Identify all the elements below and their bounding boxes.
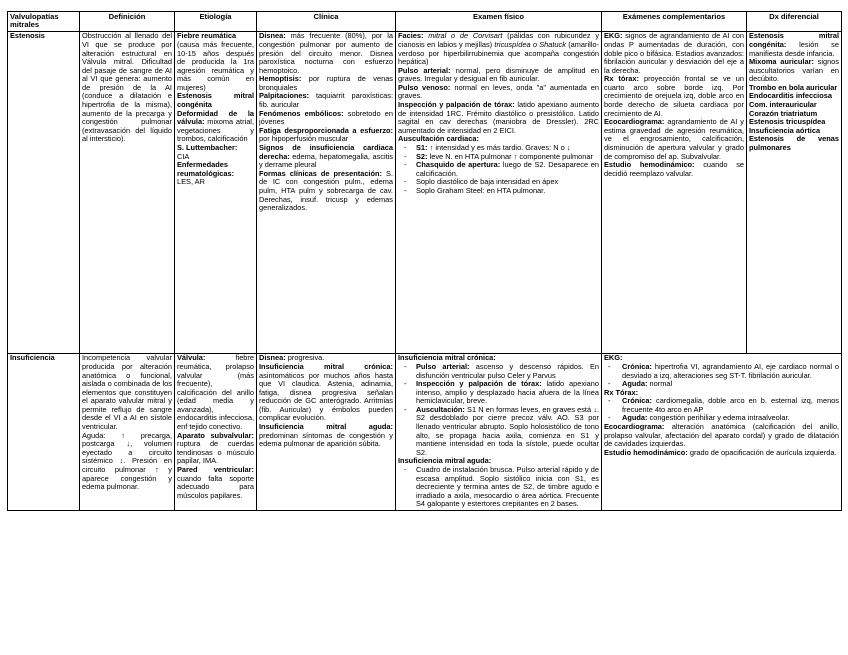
row-label-estenosis: Estenosis <box>8 31 80 353</box>
header-complementarios: Exámenes complementarios <box>602 12 747 32</box>
insuficiencia-complementarios: EKG: - Crónica: hipertrofia VI, agrandamiento AI, eje cardiaco normal o desviado a izq, alteraciones seg ST-T. fibrilación auricular. - Aguda: normal Rx Tórax: - Crónica: cardiomegalia, doble arco en b. esternal izq, menos frecuente 4to arco en AP - Aguda: congestión perihiliar y edema intraalveolar. Ecocardiograma: alteración anatómica (calcificación del anillo, prolapso valvular, afectación del aparato cordal) y grado de dilatación de cavidades izquierdas. Estudio hemodinámico: grado de opacificación de aurícula izquierda. <box>602 353 842 510</box>
row-label-insuficiencia: Insuficiencia <box>8 353 80 510</box>
estenosis-etiologia: Fiebre reumática (causa más frecuente, 10-15 años después de producida la 1ra agresión reumática y más común en mujeres) Estenosis mitral congénita Deformidad de la válvula: mixoma atrial, vegetaciones y trombos, calcificación S. Luttembacher: CIA Enfermedades reumatológicas: LES, AR <box>175 31 257 353</box>
insuficiencia-examen-fisico: Insuficiencia mitral crónica: - Pulso arterial: ascenso y descenso rápidos. En disfunción ventricular pulso Celer y Parvus - Inspección y palpación de tórax: latido apexiano intenso, amplio y desplazado hacia afuera de la línea hemiclavicular, breve. - Auscultación: S1 N en formas leves, en graves está ↓. S2 desdoblado por cierre precoz válv. AO. S3 por llenado ventricular abrupto. Soplo holosistólico de tono alto, se propaga hacia axila, comienza en S1 y mantiene intensidad en toda la sístole, puede ocultar S2. Insuficiencia mitral aguda: - Cuadro de instalación brusca. Pulso arterial rápido y de escasa amplitud. Soplo sistólico inicia con S1, es decreciente y termina antes de S2, de timbre agudo e irradiado a axila, mesocardio o área aórtica. Frecuente S4 galopante y estertores crepitantes en 2 bases. <box>396 353 602 510</box>
header-dx-diferencial: Dx diferencial <box>747 12 842 32</box>
estenosis-complementarios: EKG: signos de agrandamiento de AI con ondas P aumentadas de duración, con doble pico o bifásica. Estadios avanzados: fibrilación auricular y desviación del eje a la derecha. Rx tórax: proyección frontal se ve un cuarto arco sobre borde izq. Por crecimiento de orejuela izq, doble arco en borde derecho de silueta cardíaca por crecimiento de AI. Ecocardiograma: agrandamiento de AI y estima gravedad de agresión reumática, ve el engrosamiento, calcificación, disminución de apertura valvular y grado de compromiso del ap. Subvalvular. Estudio hemodinámico: cuando se decidió reemplazo valvular. <box>602 31 747 353</box>
row-estenosis <box>8 31 842 353</box>
insuficiencia-definicion: Incompetencia valvular producida por alteración anatómica o funcional, aislada o combinada de los elementos que constituyen el aparato valvular mitral y permite reflujo de sangre desde el VI a AI en sístole ventricular. Aguda: ↑ precarga, postcarga ↓, volumen eyectado a circuito sistémico ↓. Presión en circuito pulmonar ↑ y aparece congestión y edema pulmonar. <box>80 353 175 510</box>
header-definicion: Definición <box>80 12 175 32</box>
header-etiologia: Etiología <box>175 12 257 32</box>
estenosis-clinica: Disnea: más frecuente (80%), por la congestión pulmonar por aumento de presión del circuito menor. Disnea paroxística nocturna con esfuerzo hemoptoico. Hemoptisis: por ruptura de venas bronquiales Palpitaciones: taquiarrit paroxísticas: fib. auricular Fenómenos embólicos: sobretodo en jóvenes Fatiga desproporcionada a esfuerzo: por hipoperfusión muscular Signos de insuficiencia cardiaca derecha: edema, hepatomegalia, ascitis y derrame pleural Formas clínicas de presentación: S. de IC con congestión pulm., edema pulm, HTA pulm y sobrecarga de cav. Derechas, insuf. tricusp y edemas generalizados. <box>257 31 396 353</box>
header-row <box>8 12 842 32</box>
valvulopatias-table <box>7 11 842 511</box>
estenosis-dx-diferencial: Estenosis mitral congénita: lesión se manifiesta desde infancia. Mixoma auricular: signos auscultatorios varían en decúbito. Trombo en bola auricular Endocarditis infecciosa Com. interauricular Corazón triatriatum Estenosis tricuspídea Insuficiencia aórtica Estenosis de venas pulmonares <box>747 31 842 353</box>
estenosis-examen-fisico: Facies: mitral o de Corvisart (pálidas con rubicundez y cianosis en labios y mejillas) tricuspídea o Shatuck (amarillo-verdoso por hiperbilirrubinemia que acompaña congestión hepática) Pulso arterial: normal, pero disminuye de amplitud en graves. Irregular y desigual en fib auricular. Pulso venoso: normal en leves, onda "a" aumentada en graves. Inspección y palpación de tórax: latido apexiano aumento de intensidad 1RC. Frémito diastólico o presistólico. Latido sagital en cav derechas (maniobra de Dressler). 2RC aumentado de intensidad en 2 EICI. Auscultación cardiaca: - S1: ↑ intensidad y es más tardio. Graves: N o ↓ - S2: leve N. en HTA pulmonar ↑ componente pulmonar - Chasquido de apertura: luego de S2. Desaparece en calcificación. - Soplo diastólico de baja intensidad en ápex - Soplo Graham Steel: en HTA pulmonar. <box>396 31 602 353</box>
insuficiencia-clinica: Disnea: progresiva. Insuficiencia mitral crónica: asintomáticos por muchos años hasta que VI claudica. Astenia, adinamia, fatiga, disnea progresiva señalan reducción de GC anterógrado. Arritmias (fib. Auricular) y émbolos pueden complicar evolución. Insuficiencia mitral aguda: predominan síntomas de congestión y edema pulmonar de aparición súbita. <box>257 353 396 510</box>
header-examen-fisico: Examen físico <box>396 12 602 32</box>
row-insuficiencia <box>8 353 842 510</box>
header-clinica: Clínica <box>257 12 396 32</box>
header-valvulopatias: Valvulopatías mitrales <box>8 12 80 32</box>
insuficiencia-etiologia: Válvula: fiebre reumática, prolapso valvular (más frecuente), calcificación del anillo (edad media y avanzada), endocarditis infecciosa, enf tejido conectivo. Aparato subvalvular: ruptura de cuerdas tendinosas o músculo papilar, IMA. Pared ventricular: cuando falta soporte adecuado para músculos papilares. <box>175 353 257 510</box>
estenosis-definicion: Obstrucción al llenado del VI que se produce por alteración estructural en Válvula mitral. Dificultad del pasaje de sangre de AI al VI que genera: aumento de presión de la AI (conduce a dilatación e hipertrofia de la misma), aumento de la precarga y congestión pulmonar (extravasación del líquido al intersticio). <box>80 31 175 353</box>
